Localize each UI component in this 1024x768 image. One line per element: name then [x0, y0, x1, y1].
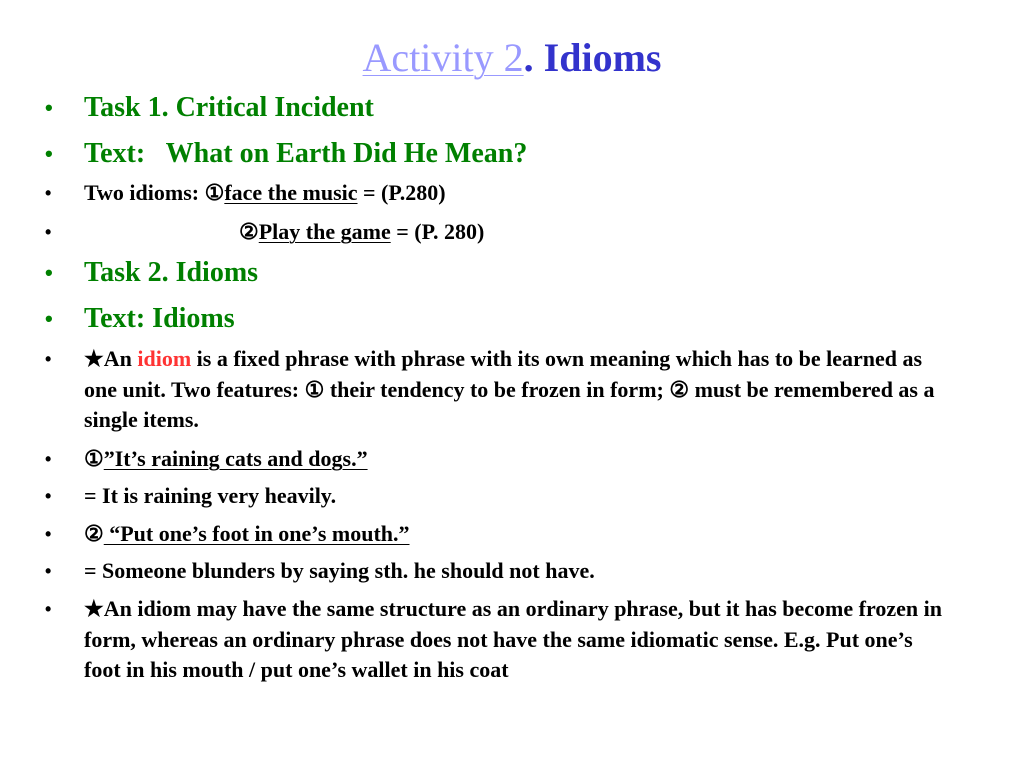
bullet-text — [84, 178, 944, 209]
bullet-dot: • — [45, 561, 52, 581]
example-number: ① — [84, 446, 104, 471]
bullet-dot: • — [45, 349, 52, 369]
bullet-text — [84, 344, 944, 436]
bullet-text: Text: Idioms — [84, 303, 235, 334]
idiom-prefix: Two idioms: ① — [84, 180, 225, 205]
bullet-dot: • — [45, 183, 52, 203]
example-idiom: “Put one’s foot in one’s mouth.” — [103, 521, 410, 546]
definition-body: is a fixed phrase with phrase with its own meaning which has to be learned as one unit. Two features: ① their tendency to be frozen in form; ② must be remembered as a single items. — [84, 346, 935, 432]
bullet-dot: • — [45, 141, 53, 166]
bullet-dot: • — [45, 524, 52, 544]
bullet-dot: • — [45, 306, 53, 331]
title-link[interactable]: Activity 2 — [362, 35, 524, 80]
bullet-dot: • — [45, 260, 53, 285]
title-text: . Idioms — [523, 35, 662, 80]
bullet-dot: • — [45, 95, 53, 120]
idiom-face-the-music: face the music — [224, 180, 358, 205]
highlight-idiom: idiom — [137, 346, 192, 371]
definition-prefix: ★An — [84, 346, 138, 371]
bullet-dot: • — [45, 486, 52, 506]
idiom-play-the-game: Play the game — [258, 219, 391, 244]
bullet-text — [84, 217, 944, 248]
bullet-text: Task 2. Idioms — [84, 257, 259, 288]
bullet-text: ★An idiom may have the same structure as an ordinary phrase, but it has become frozen in form, whereas an ordinary phrase does not have the same idiomatic sense. E.g. Put one’s foot in his mouth / put one’s wallet in his coat — [84, 596, 942, 682]
bullet-text — [84, 444, 944, 475]
bullet-text: Text: What on Earth Did He Mean? — [84, 138, 528, 169]
bullet-dot: • — [45, 449, 52, 469]
idiom-prefix: ② — [239, 219, 259, 244]
idiom-page-ref: = (P. 280) — [390, 219, 485, 244]
bullet-dot: • — [45, 599, 52, 619]
example-number: ② — [84, 521, 104, 546]
example-idiom: ”It’s raining cats and dogs.” — [103, 446, 368, 471]
bullet-text: = It is raining very heavily. — [84, 483, 337, 508]
idiom-page-ref: = (P.280) — [357, 180, 446, 205]
bullet-dot: • — [45, 222, 52, 242]
bullet-text: = Someone blunders by saying sth. he should not have. — [84, 558, 595, 583]
bullet-text: Task 1. Critical Incident — [84, 92, 374, 123]
bullet-text — [84, 519, 944, 550]
